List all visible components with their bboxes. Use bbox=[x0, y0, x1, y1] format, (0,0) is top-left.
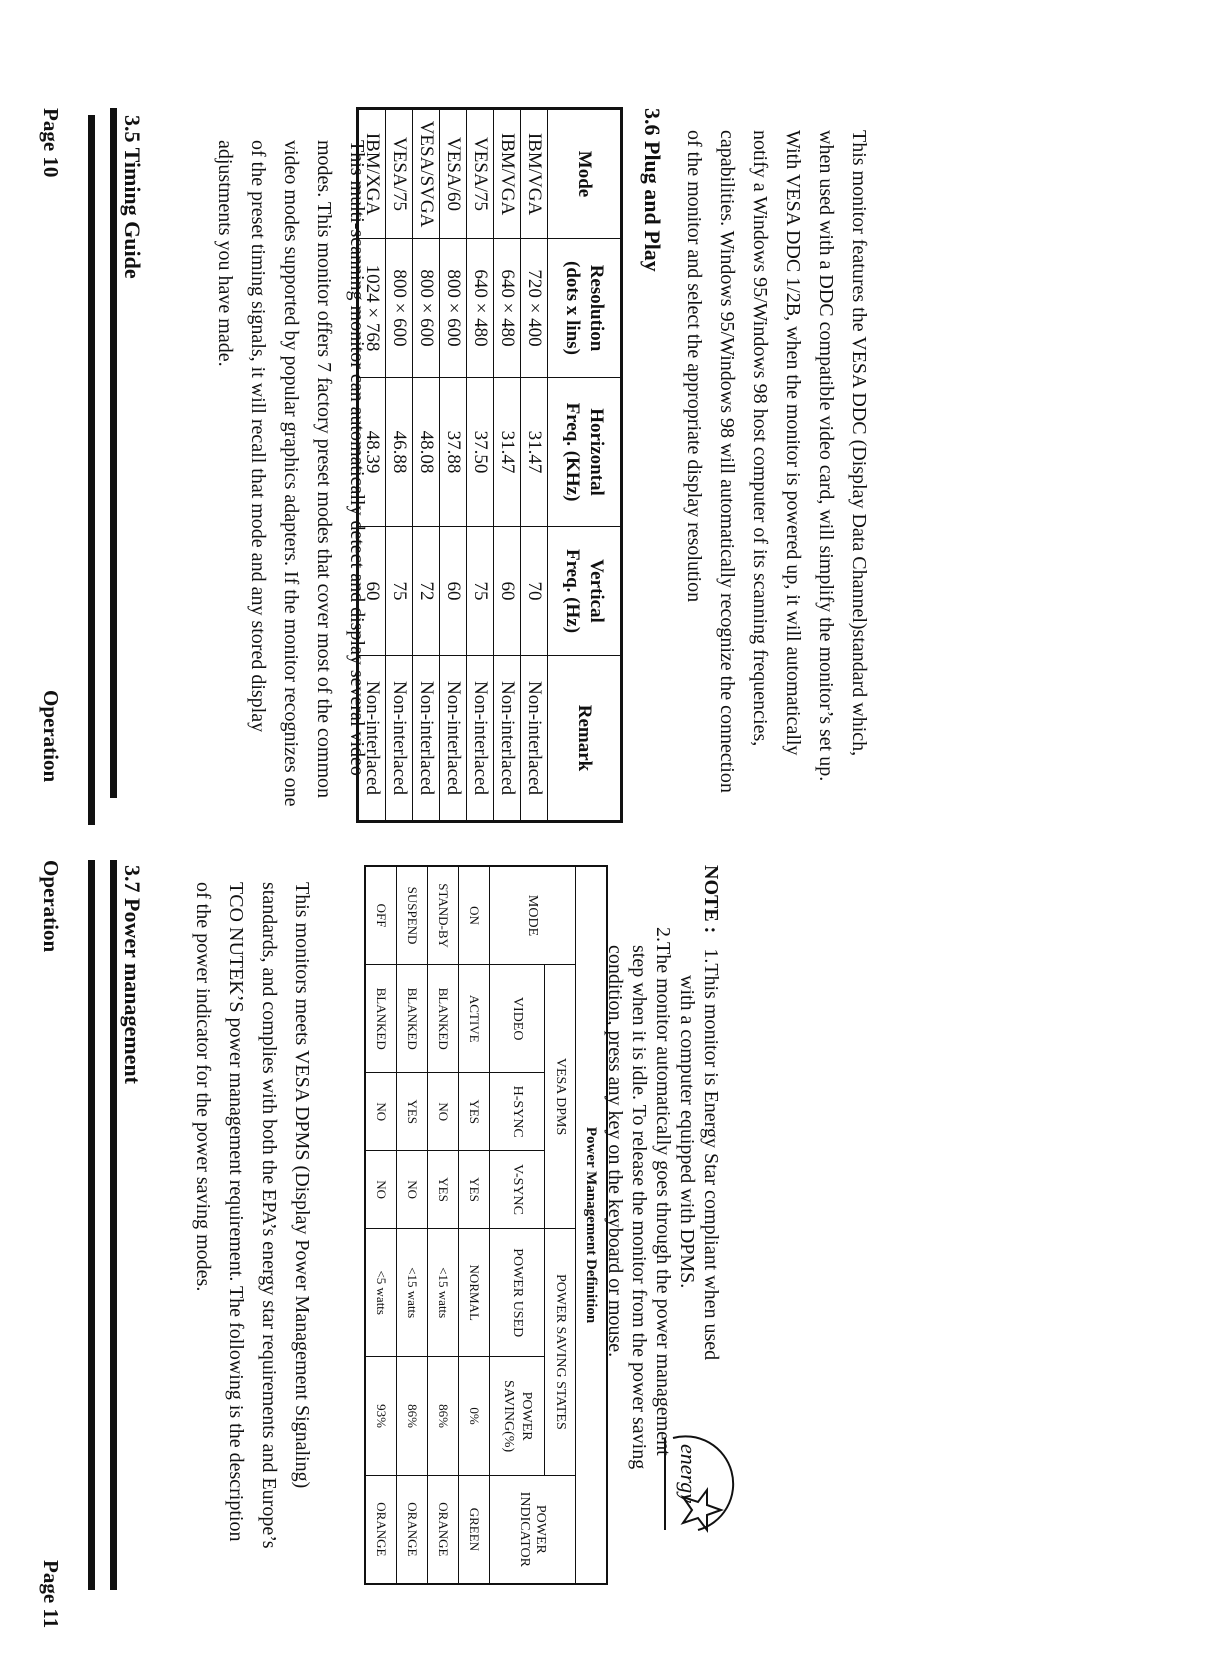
cell-video: BLANKED bbox=[397, 965, 428, 1073]
page-11 bbox=[0, 840, 1213, 1679]
cell-h-sync: NO bbox=[365, 1073, 397, 1151]
cell-resolution: 640 × 480 bbox=[467, 239, 494, 378]
cell-v-sync: NO bbox=[365, 1151, 397, 1229]
cell-remark: Non-interlaced bbox=[494, 656, 521, 822]
cell-h-sync: NO bbox=[428, 1073, 459, 1151]
energy-logo-text: energy bbox=[676, 1444, 701, 1504]
cell-hfreq: 31.47 bbox=[494, 378, 521, 527]
cell-h-sync: YES bbox=[459, 1073, 490, 1151]
cell-vfreq: 60 bbox=[440, 527, 467, 656]
text-line: This monitors meets VESA DPMS (Display Power Management Signaling) bbox=[291, 882, 313, 1489]
cell-hfreq: 37.88 bbox=[440, 378, 467, 527]
cell-video: BLANKED bbox=[428, 965, 459, 1073]
cell-power-used: NORMAL bbox=[459, 1229, 490, 1357]
cell-power-saving: 86% bbox=[397, 1357, 428, 1475]
cell-hfreq: 31.47 bbox=[521, 378, 548, 527]
cell-resolution: 1024 × 768 bbox=[358, 239, 386, 378]
cell-power-used: <5 watts bbox=[365, 1229, 397, 1357]
header-h-sync: H-SYNC bbox=[490, 1073, 545, 1151]
cell-remark: Non-interlaced bbox=[440, 656, 467, 822]
header-resolution-text: Resolution (dots x lins) bbox=[562, 261, 607, 355]
text-line: TCO NUTEK’S power management requirement. The following is the description bbox=[225, 882, 247, 1542]
table-group-row bbox=[545, 866, 576, 1584]
note-label: NOTE : bbox=[700, 865, 722, 934]
table-row bbox=[494, 109, 521, 822]
cell-power-indicator: ORANGE bbox=[428, 1475, 459, 1584]
group-vesa-dpms: VESA DPMS bbox=[545, 965, 576, 1229]
header-power-saving-text: POWER SAVING(%) bbox=[501, 1380, 534, 1453]
table-row bbox=[358, 109, 386, 822]
cell-power-used: <15 watts bbox=[428, 1229, 459, 1357]
text-line: With VESA DDC 1/2B, when the monitor is powered up, it will automatically bbox=[782, 130, 804, 756]
cell-vfreq: 60 bbox=[494, 527, 521, 656]
cell-mode: VESA/SVGA bbox=[413, 109, 440, 239]
note-item-1-line-1: 1.This monitor is Energy Star compliant when used bbox=[700, 948, 722, 1361]
header-power-indicator bbox=[490, 1475, 576, 1584]
text-line: of the preset timing signals, it will recall that mode and any stored display bbox=[247, 140, 269, 733]
cell-video: ACTIVE bbox=[459, 965, 490, 1073]
text-line: This monitor features the VESA DDC (Display Data Channel)standard which, bbox=[848, 130, 870, 757]
table-row bbox=[386, 109, 413, 822]
footer-section-label: Operation bbox=[39, 860, 63, 953]
power-management-paragraph bbox=[186, 882, 318, 1662]
cell-hfreq: 46.88 bbox=[386, 378, 413, 527]
header-mode: Mode bbox=[548, 109, 622, 239]
note-item-2-line-2: step when it is idle. To release the monitor from the power saving bbox=[628, 945, 650, 1470]
cell-vfreq: 72 bbox=[413, 527, 440, 656]
text-line: of the power indicator for the power saving modes. bbox=[192, 882, 214, 1292]
table-row bbox=[413, 109, 440, 822]
cell-remark: Non-interlaced bbox=[521, 656, 548, 822]
plug-and-play-paragraph bbox=[677, 130, 875, 830]
table-row bbox=[365, 866, 397, 1584]
page-number: Page 11 bbox=[39, 1560, 63, 1629]
page-11-visible-footer-rule bbox=[110, 860, 117, 1590]
note-item-1-line-2: with a computer equipped with DPMS. bbox=[676, 975, 698, 1289]
table-row bbox=[467, 109, 494, 822]
header-power-indicator-text: POWER INDICATOR bbox=[517, 1491, 549, 1567]
cell-remark: Non-interlaced bbox=[413, 656, 440, 822]
cell-mode: VESA/75 bbox=[386, 109, 413, 239]
section-heading-power-management: 3.7 Power management bbox=[120, 865, 145, 1084]
cell-hfreq: 48.08 bbox=[413, 378, 440, 527]
cell-power-indicator: GREEN bbox=[459, 1475, 490, 1584]
section-heading-plug-and-play: 3.6 Plug and Play bbox=[640, 108, 665, 272]
table-row bbox=[440, 109, 467, 822]
cell-remark: Non-interlaced bbox=[467, 656, 494, 822]
note-item-2-line-3: condition, press any key on the keyboard or mouse. bbox=[604, 945, 626, 1358]
cell-remark: Non-interlaced bbox=[386, 656, 413, 822]
cell-power-saving: 93% bbox=[365, 1357, 397, 1475]
timing-guide-paragraph bbox=[208, 140, 373, 840]
text-line: of the monitor and select the appropriate display resolution bbox=[683, 130, 705, 603]
cell-mode: STAND-BY bbox=[428, 866, 459, 965]
table-row bbox=[521, 109, 548, 822]
cell-resolution: 800 × 600 bbox=[386, 239, 413, 378]
cell-resolution: 800 × 600 bbox=[413, 239, 440, 378]
cell-remark: Non-interlaced bbox=[358, 656, 386, 822]
cell-mode: IBM/VGA bbox=[494, 109, 521, 239]
cell-v-sync: YES bbox=[459, 1151, 490, 1229]
header-vertical-text: Vertical Freq. (Hz) bbox=[562, 548, 607, 634]
cell-power-indicator: ORANGE bbox=[397, 1475, 428, 1584]
cell-power-used: <15 watts bbox=[397, 1229, 428, 1357]
table-row bbox=[459, 866, 490, 1584]
text-line: This multi-scanning monitor can automatically detect and display several video bbox=[346, 140, 368, 776]
text-line: standards, and complies with both the EPA’s energy star requirements and Europe’s bbox=[258, 882, 280, 1549]
header-remark: Remark bbox=[548, 656, 622, 822]
cell-vfreq: 75 bbox=[467, 527, 494, 656]
cell-resolution: 720 × 400 bbox=[521, 239, 548, 378]
cell-power-saving: 0% bbox=[459, 1357, 490, 1475]
header-horizontal-text: Horizontal Freq. (KHz) bbox=[562, 402, 607, 502]
cell-mode: IBM/XGA bbox=[358, 109, 386, 239]
text-line: notify a Windows 95/Windows 98 host computer of its scanning frequencies, bbox=[749, 130, 771, 747]
cell-hfreq: 37.50 bbox=[467, 378, 494, 527]
cell-resolution: 640 × 480 bbox=[494, 239, 521, 378]
cell-v-sync: NO bbox=[397, 1151, 428, 1229]
cell-mode: VESA/60 bbox=[440, 109, 467, 239]
cell-v-sync: YES bbox=[428, 1151, 459, 1229]
cell-vfreq: 60 bbox=[358, 527, 386, 656]
page-10-visible-footer-rule bbox=[110, 108, 117, 798]
energy-star-logo bbox=[643, 1430, 743, 1540]
header-vertical-freq bbox=[548, 527, 622, 656]
table-row bbox=[397, 866, 428, 1584]
note-item-2-line-1: 2.The monitor automatically goes through the power management bbox=[652, 927, 674, 1456]
section-heading-timing-guide: 3.5 Timing Guide bbox=[120, 115, 145, 279]
header-power-used: POWER USED bbox=[490, 1229, 545, 1357]
cell-hfreq: 48.39 bbox=[358, 378, 386, 527]
cell-mode: ON bbox=[459, 866, 490, 965]
text-line: when used with a DDC compatible video card, will simplify the monitor’s set up. bbox=[815, 130, 837, 782]
table-header-row bbox=[548, 109, 622, 822]
cell-h-sync: YES bbox=[397, 1073, 428, 1151]
table-row bbox=[428, 866, 459, 1584]
text-line: adjustments you have made. bbox=[214, 140, 236, 367]
footer-section-label: Operation bbox=[39, 690, 63, 783]
header-horizontal-freq bbox=[548, 378, 622, 527]
cell-vfreq: 75 bbox=[386, 527, 413, 656]
group-power-saving-states: POWER SAVING STATES bbox=[545, 1229, 576, 1476]
cell-resolution: 800 × 600 bbox=[440, 239, 467, 378]
header-video: VIDEO bbox=[490, 965, 545, 1073]
cell-power-indicator: ORANGE bbox=[365, 1475, 397, 1584]
cell-mode: IBM/VGA bbox=[521, 109, 548, 239]
header-resolution bbox=[548, 239, 622, 378]
top-rule bbox=[88, 860, 95, 1590]
cell-mode: SUSPEND bbox=[397, 866, 428, 965]
page-number: Page 10 bbox=[39, 108, 63, 178]
timing-table bbox=[356, 107, 623, 823]
text-line: modes. This monitor offers 7 factory preset modes that cover most of the common bbox=[313, 140, 335, 799]
cell-mode: VESA/75 bbox=[467, 109, 494, 239]
header-v-sync: V-SYNC bbox=[490, 1151, 545, 1229]
top-rule bbox=[88, 115, 95, 825]
header-power-saving bbox=[490, 1357, 545, 1475]
cell-mode: OFF bbox=[365, 866, 397, 965]
text-line: video modes supported by popular graphics adapters. If the monitor recognizes one bbox=[280, 140, 302, 807]
table-caption: Power Management Definition bbox=[576, 866, 608, 1584]
header-mode: MODE bbox=[490, 866, 576, 965]
cell-vfreq: 70 bbox=[521, 527, 548, 656]
cell-video: BLANKED bbox=[365, 965, 397, 1073]
cell-power-saving: 86% bbox=[428, 1357, 459, 1475]
power-management-table bbox=[364, 865, 608, 1585]
text-line: capabilities. Windows 95/Windows 98 will automatically recognize the connection bbox=[716, 130, 738, 793]
